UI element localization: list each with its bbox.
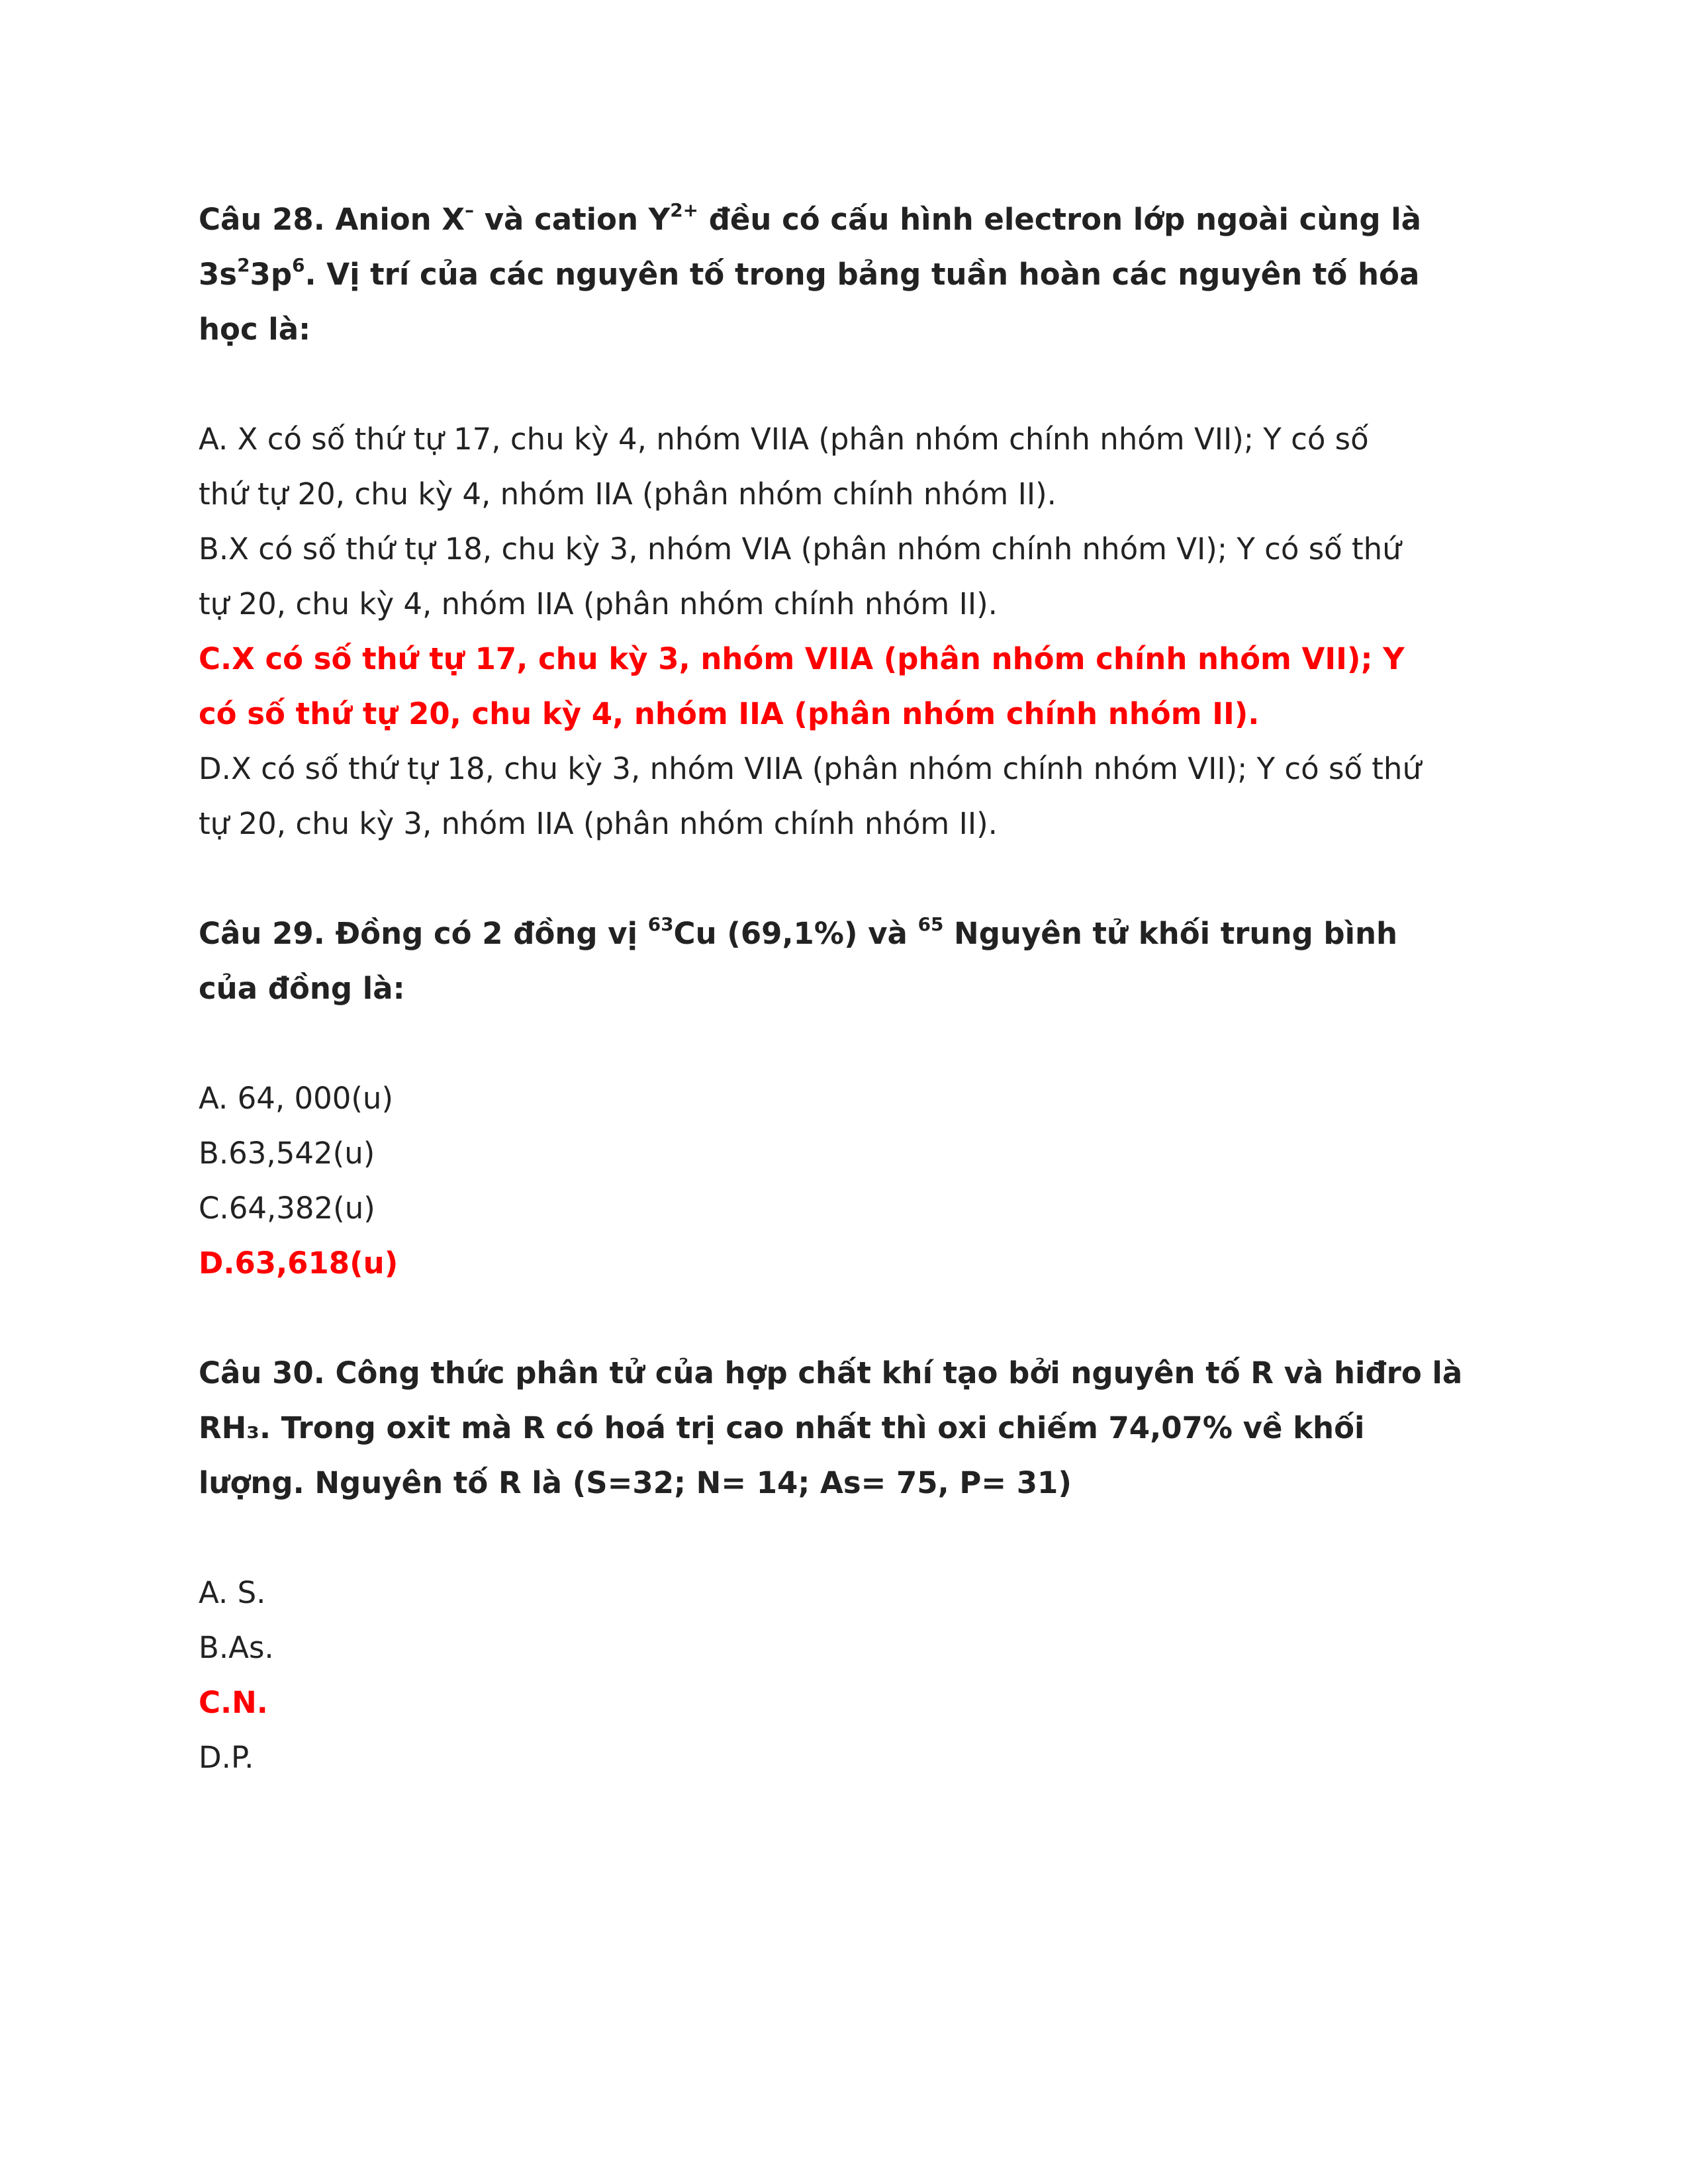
orbital-superscript: 2 (237, 253, 250, 276)
isotope-superscript: 63 (647, 913, 674, 935)
question-28 (199, 192, 1516, 851)
spacer (199, 357, 1516, 412)
question-29-stem-line-2: của đồng là: (199, 971, 405, 1006)
question-28-option-a-line-1: A. X có số thứ tự 17, chu kỳ 4, nhóm VIIA (phân nhóm chính nhóm VII); Y có số (199, 422, 1369, 457)
stem-text: Câu 29. Đồng có 2 đồng vị (199, 916, 648, 951)
question-28-option-b-line-1: B.X có số thứ tự 18, chu kỳ 3, nhóm VIA (phân nhóm chính nhóm VI); Y có số thứ (199, 531, 1401, 567)
question-28-stem-line-1 (199, 192, 1516, 247)
stem-text: 3p (250, 257, 293, 292)
question-30-option-a: A. S. (199, 1575, 266, 1610)
charge-superscript: 2+ (670, 199, 699, 221)
question-29-option-a: A. 64, 000(u) (199, 1081, 393, 1116)
spacer (199, 851, 1516, 906)
question-29-option-b: B.63,542(u) (199, 1136, 375, 1171)
question-30-option-c: C.N. (199, 1685, 268, 1720)
question-28-stem-line-2 (199, 247, 1516, 302)
question-29-stem-line-1 (199, 906, 1516, 961)
document-content (199, 192, 1516, 1785)
question-28-option-b-line-2: tự 20, chu kỳ 4, nhóm IIA (phân nhóm chính nhóm II). (199, 586, 998, 621)
question-28-option-d-line-2: tự 20, chu kỳ 3, nhóm IIA (phân nhóm chính nhóm II). (199, 806, 998, 841)
stem-text: Câu 28. Anion X (199, 202, 465, 237)
stem-text: đều có cấu hình electron lớp ngoài cùng là (698, 202, 1422, 237)
question-28-option-c-line-1: C.X có số thứ tự 17, chu kỳ 3, nhóm VIIA (phân nhóm chính nhóm VII); Y (199, 641, 1405, 676)
stem-text: 3s (199, 257, 238, 292)
isotope-superscript: 65 (917, 913, 944, 935)
charge-superscript: – (465, 199, 475, 221)
question-30 (199, 1345, 1516, 1785)
question-28-stem-line-3: học là: (199, 312, 311, 347)
stem-text: và cation Y (474, 202, 671, 237)
stem-text: Nguyên tử khối trung bình (943, 916, 1398, 951)
question-30-stem-line-1: Câu 30. Công thức phân tử của hợp chất khí tạo bởi nguyên tố R và hiđro là (199, 1355, 1463, 1390)
question-29-option-c: C.64,382(u) (199, 1191, 375, 1226)
question-30-option-d: D.P. (199, 1740, 254, 1775)
question-29 (199, 906, 1516, 1291)
question-30-option-b: B.As. (199, 1630, 274, 1665)
spacer (199, 1291, 1516, 1345)
stem-text: Cu (69,1%) và (673, 916, 918, 951)
orbital-superscript: 6 (292, 253, 305, 276)
question-28-option-a-line-2: thứ tự 20, chu kỳ 4, nhóm IIA (phân nhóm chính nhóm II). (199, 477, 1056, 512)
question-28-option-c-line-2: có số thứ tự 20, chu kỳ 4, nhóm IIA (phân nhóm chính nhóm II). (199, 696, 1260, 731)
question-29-option-d: D.63,618(u) (199, 1246, 399, 1281)
spacer (199, 1510, 1516, 1565)
spacer (199, 1016, 1516, 1071)
question-30-stem-line-2: RH₃. Trong oxit mà R có hoá trị cao nhất thì oxi chiếm 74,07% về khối (199, 1410, 1365, 1445)
question-30-stem-line-3: lượng. Nguyên tố R là (S=32; N= 14; As= 75, P= 31) (199, 1465, 1072, 1500)
stem-text: . Vị trí của các nguyên tố trong bảng tuần hoàn các nguyên tố hóa (305, 257, 1420, 292)
question-28-option-d-line-1: D.X có số thứ tự 18, chu kỳ 3, nhóm VIIA (phân nhóm chính nhóm VII); Y có số thứ (199, 751, 1421, 786)
